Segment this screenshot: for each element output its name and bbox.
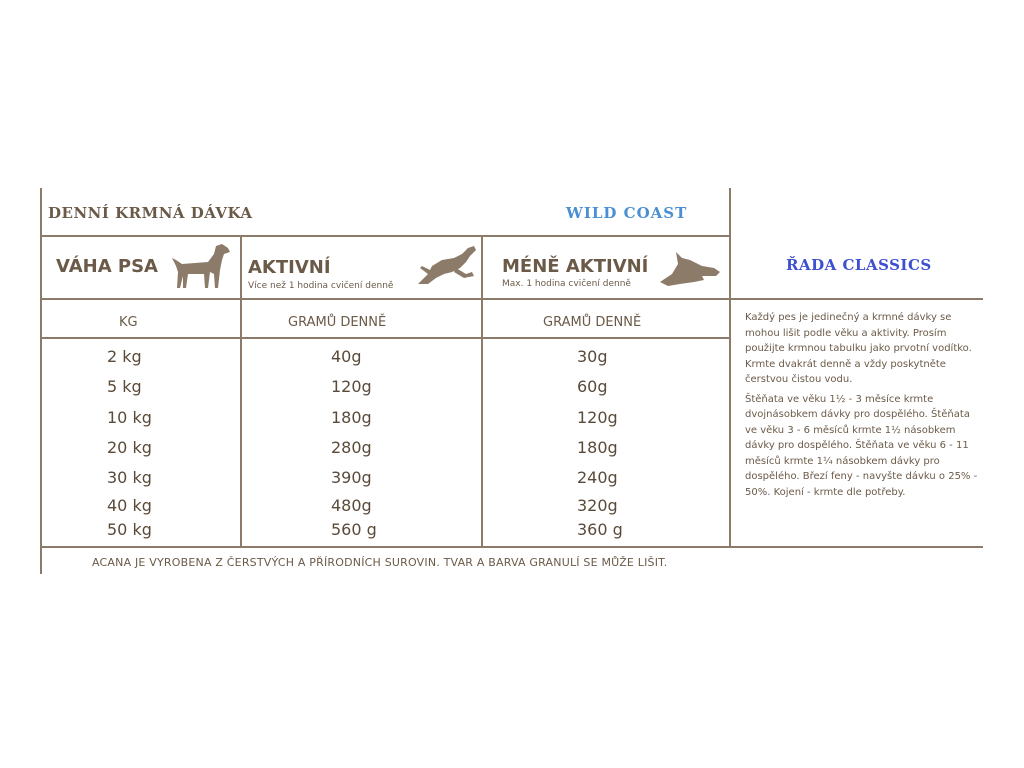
series-name: ŘADA CLASSICS [786,256,932,274]
column-header-less-active: MÉNĚ AKTIVNÍ [502,256,649,277]
unit-less-active: GRAMŮ DENNĚ [543,315,642,330]
less-active-cell: 60g [577,377,608,396]
lying-dog-icon [658,248,722,288]
weight-cell: 10 kg [107,408,152,427]
column-divider-1 [240,236,242,548]
table-right-border [729,188,731,548]
less-active-cell: 120g [577,408,618,427]
weight-cell: 30 kg [107,468,152,487]
footer-disclaimer: ACANA JE VYROBENA Z ČERSTVÝCH A PŘÍRODNÍCH SUROVIN. TVAR A BARVA GRANULÍ SE MŮŽE LIŠIT. [92,556,668,569]
brand-name: WILD COAST [566,204,688,222]
weight-cell: 20 kg [107,438,152,457]
active-cell: 120g [331,377,372,396]
column-divider-2 [481,236,483,548]
header-divider [40,235,731,237]
active-cell: 560 g [331,520,377,539]
unit-weight: KG [119,315,138,330]
active-cell: 390g [331,468,372,487]
table-bottom-divider [40,546,983,548]
feeding-notes [745,310,983,504]
table-left-border [40,188,42,574]
active-cell: 480g [331,496,372,515]
less-active-cell: 30g [577,347,608,366]
active-cell: 180g [331,408,372,427]
active-cell: 280g [331,438,372,457]
weight-cell: 5 kg [107,377,142,396]
weight-cell: 40 kg [107,496,152,515]
less-active-cell: 240g [577,468,618,487]
column-sub-less-active: Max. 1 hodina cvičení denně [502,279,631,289]
running-dog-icon [416,244,478,288]
column-header-active: AKTIVNÍ [248,257,331,278]
active-cell: 40g [331,347,362,366]
column-header-weight: VÁHA PSA [56,256,158,277]
less-active-cell: 180g [577,438,618,457]
page-title: DENNÍ KRMNÁ DÁVKA [48,204,253,222]
standing-dog-icon [170,240,234,294]
feeding-note-puppies: Štěňata ve věku 1½ - 3 měsíce krmte dvojnásobkem dávky pro dospělého. Štěňata ve věku 3 - 6 měsíců krmte 1½ násobkem dávky pro dospělého. Štěňata ve věku 6 - 11 měsíců krmte 1¼ násobkem dávky pro dospělého. Březí feny - navyšte dávku o 25% - 50%. Kojení - krmte dle potřeby. [745,393,978,498]
weight-cell: 50 kg [107,520,152,539]
weight-cell: 2 kg [107,347,142,366]
unit-active: GRAMŮ DENNĚ [288,315,387,330]
column-sub-active: Více než 1 hodina cvičení denně [248,281,394,291]
unit-divider [40,337,731,339]
feeding-note-general: Každý pes je jedinečný a krmné dávky se mohou lišit podle věku a aktivity. Prosím použijte krmnou tabulku jako prvotní vodítko. Krmte dvakrát denně a vždy poskytněte čerstvou čistou vodu. [745,312,972,385]
less-active-cell: 360 g [577,520,623,539]
colhead-divider [40,298,983,300]
less-active-cell: 320g [577,496,618,515]
